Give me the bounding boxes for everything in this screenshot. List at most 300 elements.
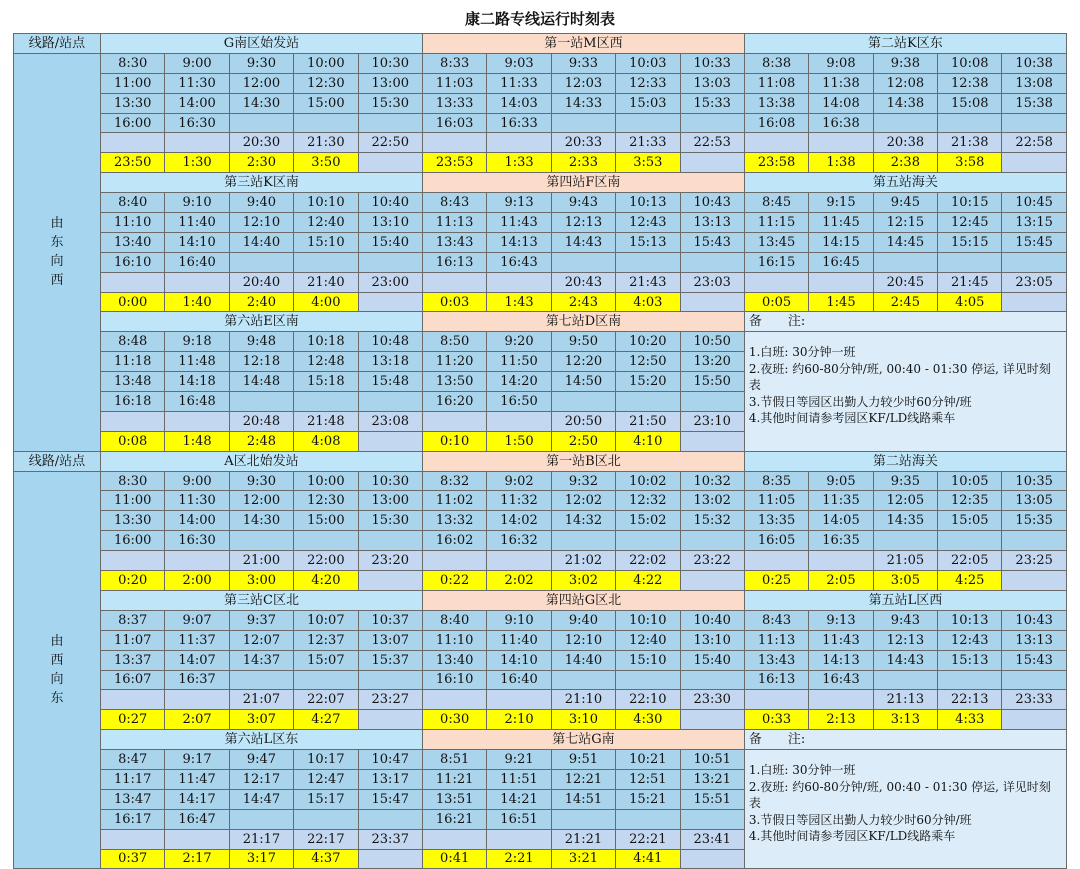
departure-time: 22:05 [938, 551, 1002, 571]
departure-time: 9:17 [165, 750, 229, 770]
departure-time: 14:13 [487, 232, 551, 252]
departure-time: 15:15 [938, 232, 1002, 252]
empty-cell [358, 113, 422, 133]
departure-time: 10:38 [1002, 53, 1066, 73]
departure-time: 13:48 [101, 372, 165, 392]
notes-spacer [749, 336, 1062, 344]
empty-cell [358, 431, 422, 451]
departure-time: 23:37 [358, 829, 422, 849]
departure-time: 9:02 [487, 471, 551, 491]
empty-cell [487, 133, 551, 153]
departure-time: 3:05 [873, 571, 937, 591]
departure-time: 8:40 [422, 610, 486, 630]
time-row [14, 53, 1067, 73]
departure-time: 10:10 [294, 193, 358, 213]
departure-time: 13:40 [422, 650, 486, 670]
departure-time: 10:51 [680, 750, 744, 770]
empty-cell [358, 531, 422, 551]
departure-time: 16:51 [487, 809, 551, 829]
departure-time: 14:17 [165, 789, 229, 809]
empty-cell [551, 252, 615, 272]
empty-cell [616, 252, 680, 272]
empty-cell [938, 113, 1002, 133]
departure-time: 2:00 [165, 571, 229, 591]
departure-time: 9:13 [487, 193, 551, 213]
empty-cell [680, 292, 744, 312]
departure-time: 10:48 [358, 332, 422, 352]
departure-time: 10:17 [294, 750, 358, 770]
departure-time: 14:47 [229, 789, 293, 809]
departure-time: 12:18 [229, 352, 293, 372]
departure-time: 1:43 [487, 292, 551, 312]
departure-time: 23:10 [680, 411, 744, 431]
departure-time: 23:33 [1002, 690, 1066, 710]
departure-time: 15:02 [616, 511, 680, 531]
departure-time: 12:48 [294, 352, 358, 372]
departure-time: 12:35 [938, 491, 1002, 511]
departure-time: 3:13 [873, 710, 937, 730]
departure-time: 16:21 [422, 809, 486, 829]
departure-time: 12:08 [873, 73, 937, 93]
departure-time: 8:51 [422, 750, 486, 770]
empty-cell [358, 252, 422, 272]
departure-time: 14:02 [487, 511, 551, 531]
departure-time: 2:38 [873, 153, 937, 173]
departure-time: 4:33 [938, 710, 1002, 730]
departure-time: 14:10 [487, 650, 551, 670]
departure-time: 15:38 [1002, 93, 1066, 113]
departure-time: 9:38 [873, 53, 937, 73]
route-station-label: 线路/站点 [14, 451, 101, 471]
departure-time: 12:32 [616, 491, 680, 511]
departure-time: 9:13 [809, 610, 873, 630]
departure-time: 12:47 [294, 769, 358, 789]
departure-time: 9:30 [229, 53, 293, 73]
departure-time: 15:05 [938, 511, 1002, 531]
departure-time: 11:00 [101, 73, 165, 93]
departure-time: 15:40 [358, 232, 422, 252]
empty-cell [487, 411, 551, 431]
departure-time: 10:35 [1002, 471, 1066, 491]
departure-time: 10:40 [358, 193, 422, 213]
departure-time: 16:30 [165, 113, 229, 133]
departure-time: 23:53 [422, 153, 486, 173]
empty-cell [680, 252, 744, 272]
departure-time: 9:05 [809, 471, 873, 491]
departure-time: 15:37 [358, 650, 422, 670]
departure-time: 20:30 [229, 133, 293, 153]
departure-time: 22:53 [680, 133, 744, 153]
departure-time: 23:25 [1002, 551, 1066, 571]
departure-time: 13:30 [101, 93, 165, 113]
departure-time: 8:43 [422, 193, 486, 213]
departure-time: 11:47 [165, 769, 229, 789]
departure-time: 3:10 [551, 710, 615, 730]
departure-time: 11:18 [101, 352, 165, 372]
departure-time: 2:13 [809, 710, 873, 730]
empty-cell [744, 133, 808, 153]
departure-time: 16:40 [487, 670, 551, 690]
departure-time: 16:00 [101, 113, 165, 133]
departure-time: 13:00 [358, 73, 422, 93]
departure-time: 14:48 [229, 372, 293, 392]
departure-time: 8:50 [422, 332, 486, 352]
time-row [14, 610, 1067, 630]
departure-time: 22:17 [294, 829, 358, 849]
empty-cell [680, 431, 744, 451]
departure-time: 21:17 [229, 829, 293, 849]
departure-time: 9:48 [229, 332, 293, 352]
empty-cell [229, 252, 293, 272]
departure-time: 11:21 [422, 769, 486, 789]
departure-time: 15:00 [294, 93, 358, 113]
departure-time: 0:41 [422, 849, 486, 869]
departure-time: 9:51 [551, 750, 615, 770]
departure-time: 9:07 [165, 610, 229, 630]
departure-time: 2:45 [873, 292, 937, 312]
empty-cell [680, 809, 744, 829]
departure-time: 2:21 [487, 849, 551, 869]
departure-time: 15:51 [680, 789, 744, 809]
departure-time: 20:40 [229, 272, 293, 292]
departure-time: 9:21 [487, 750, 551, 770]
departure-time: 14:38 [873, 93, 937, 113]
departure-time: 11:10 [422, 630, 486, 650]
departure-time: 13:21 [680, 769, 744, 789]
departure-time: 16:50 [487, 392, 551, 412]
time-row [14, 511, 1067, 531]
departure-time: 12:17 [229, 769, 293, 789]
direction-char: 由 [50, 634, 64, 649]
departure-time: 4:00 [294, 292, 358, 312]
station-name: G南区始发站 [101, 34, 423, 54]
departure-time: 1:33 [487, 153, 551, 173]
departure-time: 8:32 [422, 471, 486, 491]
time-row [14, 332, 1067, 352]
empty-cell [422, 133, 486, 153]
departure-time: 21:33 [616, 133, 680, 153]
empty-cell [358, 809, 422, 829]
departure-time: 12:13 [551, 213, 615, 233]
departure-time: 4:27 [294, 710, 358, 730]
departure-time: 9:10 [165, 193, 229, 213]
departure-time: 23:20 [358, 551, 422, 571]
departure-time: 8:48 [101, 332, 165, 352]
time-row [14, 710, 1067, 730]
departure-time: 16:00 [101, 531, 165, 551]
departure-time: 16:35 [809, 531, 873, 551]
departure-time: 0:10 [422, 431, 486, 451]
departure-time: 14:10 [165, 232, 229, 252]
time-row [14, 213, 1067, 233]
departure-time: 15:30 [358, 93, 422, 113]
empty-cell [551, 670, 615, 690]
station-name: A区北始发站 [101, 451, 423, 471]
empty-cell [680, 571, 744, 591]
empty-cell [294, 670, 358, 690]
departure-time: 14:20 [487, 372, 551, 392]
direction-char: 向 [50, 672, 64, 687]
departure-time: 4:37 [294, 849, 358, 869]
departure-time: 11:40 [487, 630, 551, 650]
station-name: 第五站海关 [744, 173, 1066, 193]
departure-time: 15:20 [616, 372, 680, 392]
empty-cell [358, 670, 422, 690]
departure-time: 3:50 [294, 153, 358, 173]
notes-box [744, 332, 1066, 451]
empty-cell [229, 809, 293, 829]
empty-cell [101, 551, 165, 571]
departure-time: 8:35 [744, 471, 808, 491]
departure-time: 14:15 [809, 232, 873, 252]
direction-char: 由 [50, 216, 64, 232]
station-name: 第二站K区东 [744, 34, 1066, 54]
empty-cell [1002, 252, 1066, 272]
departure-time: 11:13 [744, 630, 808, 650]
departure-time: 4:22 [616, 571, 680, 591]
departure-time: 2:30 [229, 153, 293, 173]
departure-time: 12:21 [551, 769, 615, 789]
departure-time: 10:43 [1002, 610, 1066, 630]
departure-time: 1:50 [487, 431, 551, 451]
time-row [14, 531, 1067, 551]
time-row [14, 551, 1067, 571]
station-name: 第四站F区南 [422, 173, 744, 193]
timetable [13, 33, 1067, 869]
departure-time: 10:21 [616, 750, 680, 770]
departure-time: 9:35 [873, 471, 937, 491]
empty-cell [101, 690, 165, 710]
departure-time: 12:50 [616, 352, 680, 372]
empty-cell [1002, 292, 1066, 312]
empty-cell [938, 670, 1002, 690]
station-header-row [14, 173, 1067, 193]
departure-time: 9:50 [551, 332, 615, 352]
empty-cell [551, 531, 615, 551]
departure-time: 9:47 [229, 750, 293, 770]
departure-time: 4:03 [616, 292, 680, 312]
empty-cell [809, 272, 873, 292]
departure-time: 13:40 [101, 232, 165, 252]
departure-time: 3:17 [229, 849, 293, 869]
empty-cell [616, 531, 680, 551]
departure-time: 20:38 [873, 133, 937, 153]
empty-cell [680, 153, 744, 173]
departure-time: 8:40 [101, 193, 165, 213]
departure-time: 0:25 [744, 571, 808, 591]
departure-time: 13:10 [358, 213, 422, 233]
departure-time: 13:05 [1002, 491, 1066, 511]
departure-time: 23:22 [680, 551, 744, 571]
departure-time: 13:17 [358, 769, 422, 789]
empty-cell [165, 272, 229, 292]
empty-cell [358, 571, 422, 591]
empty-cell [551, 392, 615, 412]
departure-time: 10:30 [358, 53, 422, 73]
departure-time: 23:30 [680, 690, 744, 710]
empty-cell [165, 551, 229, 571]
departure-time: 12:00 [229, 491, 293, 511]
departure-time: 15:21 [616, 789, 680, 809]
departure-time: 0:03 [422, 292, 486, 312]
departure-time: 15:40 [680, 650, 744, 670]
empty-cell [680, 849, 744, 869]
departure-time: 9:30 [229, 471, 293, 491]
departure-time: 4:41 [616, 849, 680, 869]
departure-time: 13:13 [680, 213, 744, 233]
departure-time: 13:45 [744, 232, 808, 252]
departure-time: 21:02 [551, 551, 615, 571]
empty-cell [1002, 531, 1066, 551]
departure-time: 14:21 [487, 789, 551, 809]
departure-time: 3:58 [938, 153, 1002, 173]
departure-time: 9:08 [809, 53, 873, 73]
time-row [14, 630, 1067, 650]
departure-time: 21:07 [229, 690, 293, 710]
departure-time: 21:10 [551, 690, 615, 710]
direction-char: 向 [50, 254, 64, 270]
departure-time: 15:10 [294, 232, 358, 252]
departure-time: 11:40 [165, 213, 229, 233]
departure-time: 15:32 [680, 511, 744, 531]
departure-time: 1:40 [165, 292, 229, 312]
departure-time: 15:00 [294, 511, 358, 531]
departure-time: 10:00 [294, 53, 358, 73]
departure-time: 3:21 [551, 849, 615, 869]
departure-time: 23:05 [1002, 272, 1066, 292]
departure-time: 13:00 [358, 491, 422, 511]
empty-cell [744, 272, 808, 292]
departure-time: 21:40 [294, 272, 358, 292]
empty-cell [294, 392, 358, 412]
departure-time: 12:51 [616, 769, 680, 789]
departure-time: 22:07 [294, 690, 358, 710]
departure-time: 9:20 [487, 332, 551, 352]
departure-time: 13:03 [680, 73, 744, 93]
time-row [14, 292, 1067, 312]
departure-time: 13:51 [422, 789, 486, 809]
departure-time: 12:20 [551, 352, 615, 372]
departure-time: 23:50 [101, 153, 165, 173]
departure-time: 13:13 [1002, 630, 1066, 650]
station-header-row [14, 34, 1067, 54]
departure-time: 9:37 [229, 610, 293, 630]
departure-time: 13:37 [101, 650, 165, 670]
departure-time: 14:32 [551, 511, 615, 531]
departure-time: 22:21 [616, 829, 680, 849]
departure-time: 14:30 [229, 511, 293, 531]
departure-time: 14:50 [551, 372, 615, 392]
note-line: 2.夜班: 约60-80分钟/班, 00:40 - 01:30 停运, 详见时刻表 [748, 779, 1051, 811]
empty-cell [616, 113, 680, 133]
departure-time: 11:45 [809, 213, 873, 233]
departure-time: 11:33 [487, 73, 551, 93]
departure-time: 2:43 [551, 292, 615, 312]
departure-time: 11:48 [165, 352, 229, 372]
departure-time: 10:20 [616, 332, 680, 352]
departure-time: 10:33 [680, 53, 744, 73]
empty-cell [1002, 113, 1066, 133]
departure-time: 13:33 [422, 93, 486, 113]
station-name: 第六站L区东 [101, 730, 423, 750]
departure-time: 13:18 [358, 352, 422, 372]
departure-time: 10:32 [680, 471, 744, 491]
time-row [14, 113, 1067, 133]
departure-time: 9:40 [551, 610, 615, 630]
departure-time: 21:50 [616, 411, 680, 431]
departure-time: 12:13 [873, 630, 937, 650]
departure-time: 4:05 [938, 292, 1002, 312]
departure-time: 16:38 [809, 113, 873, 133]
departure-time: 16:40 [165, 252, 229, 272]
departure-time: 14:35 [873, 511, 937, 531]
empty-cell [487, 551, 551, 571]
empty-cell [1002, 710, 1066, 730]
departure-time: 9:00 [165, 471, 229, 491]
empty-cell [680, 113, 744, 133]
departure-time: 11:07 [101, 630, 165, 650]
departure-time: 10:10 [616, 610, 680, 630]
empty-cell [809, 133, 873, 153]
empty-cell [294, 113, 358, 133]
time-row [14, 93, 1067, 113]
departure-time: 14:07 [165, 650, 229, 670]
departure-time: 12:03 [551, 73, 615, 93]
departure-time: 9:10 [487, 610, 551, 630]
empty-cell [165, 133, 229, 153]
departure-time: 8:38 [744, 53, 808, 73]
notes-spacer [749, 754, 1062, 762]
departure-time: 10:15 [938, 193, 1002, 213]
departure-time: 21:45 [938, 272, 1002, 292]
departure-time: 11:30 [165, 73, 229, 93]
departure-time: 12:02 [551, 491, 615, 511]
departure-time: 20:33 [551, 133, 615, 153]
departure-time: 20:50 [551, 411, 615, 431]
departure-time: 9:43 [551, 193, 615, 213]
departure-time: 4:10 [616, 431, 680, 451]
empty-cell [358, 710, 422, 730]
departure-time: 11:20 [422, 352, 486, 372]
time-row [14, 670, 1067, 690]
departure-time: 15:48 [358, 372, 422, 392]
note-title: 备 注: [744, 730, 1066, 750]
empty-cell [873, 113, 937, 133]
departure-time: 12:40 [616, 630, 680, 650]
departure-time: 12:10 [229, 213, 293, 233]
empty-cell [422, 272, 486, 292]
station-name: 第六站E区南 [101, 312, 423, 332]
note-line: 4.其他时间请参考园区KF/LD线路乘车 [748, 829, 956, 844]
empty-cell [229, 392, 293, 412]
departure-time: 11:08 [744, 73, 808, 93]
departure-time: 16:33 [487, 113, 551, 133]
departure-time: 11:30 [165, 491, 229, 511]
departure-time: 14:05 [809, 511, 873, 531]
departure-time: 22:00 [294, 551, 358, 571]
departure-time: 1:48 [165, 431, 229, 451]
departure-time: 11:13 [422, 213, 486, 233]
departure-time: 13:43 [422, 232, 486, 252]
departure-time: 15:07 [294, 650, 358, 670]
departure-time: 14:37 [229, 650, 293, 670]
departure-time: 15:17 [294, 789, 358, 809]
departure-time: 10:30 [358, 471, 422, 491]
note-line: 3.节假日等园区出勤人力较少时60分钟/班 [748, 394, 972, 409]
departure-time: 10:08 [938, 53, 1002, 73]
departure-time: 8:30 [101, 53, 165, 73]
time-row [14, 750, 1067, 770]
